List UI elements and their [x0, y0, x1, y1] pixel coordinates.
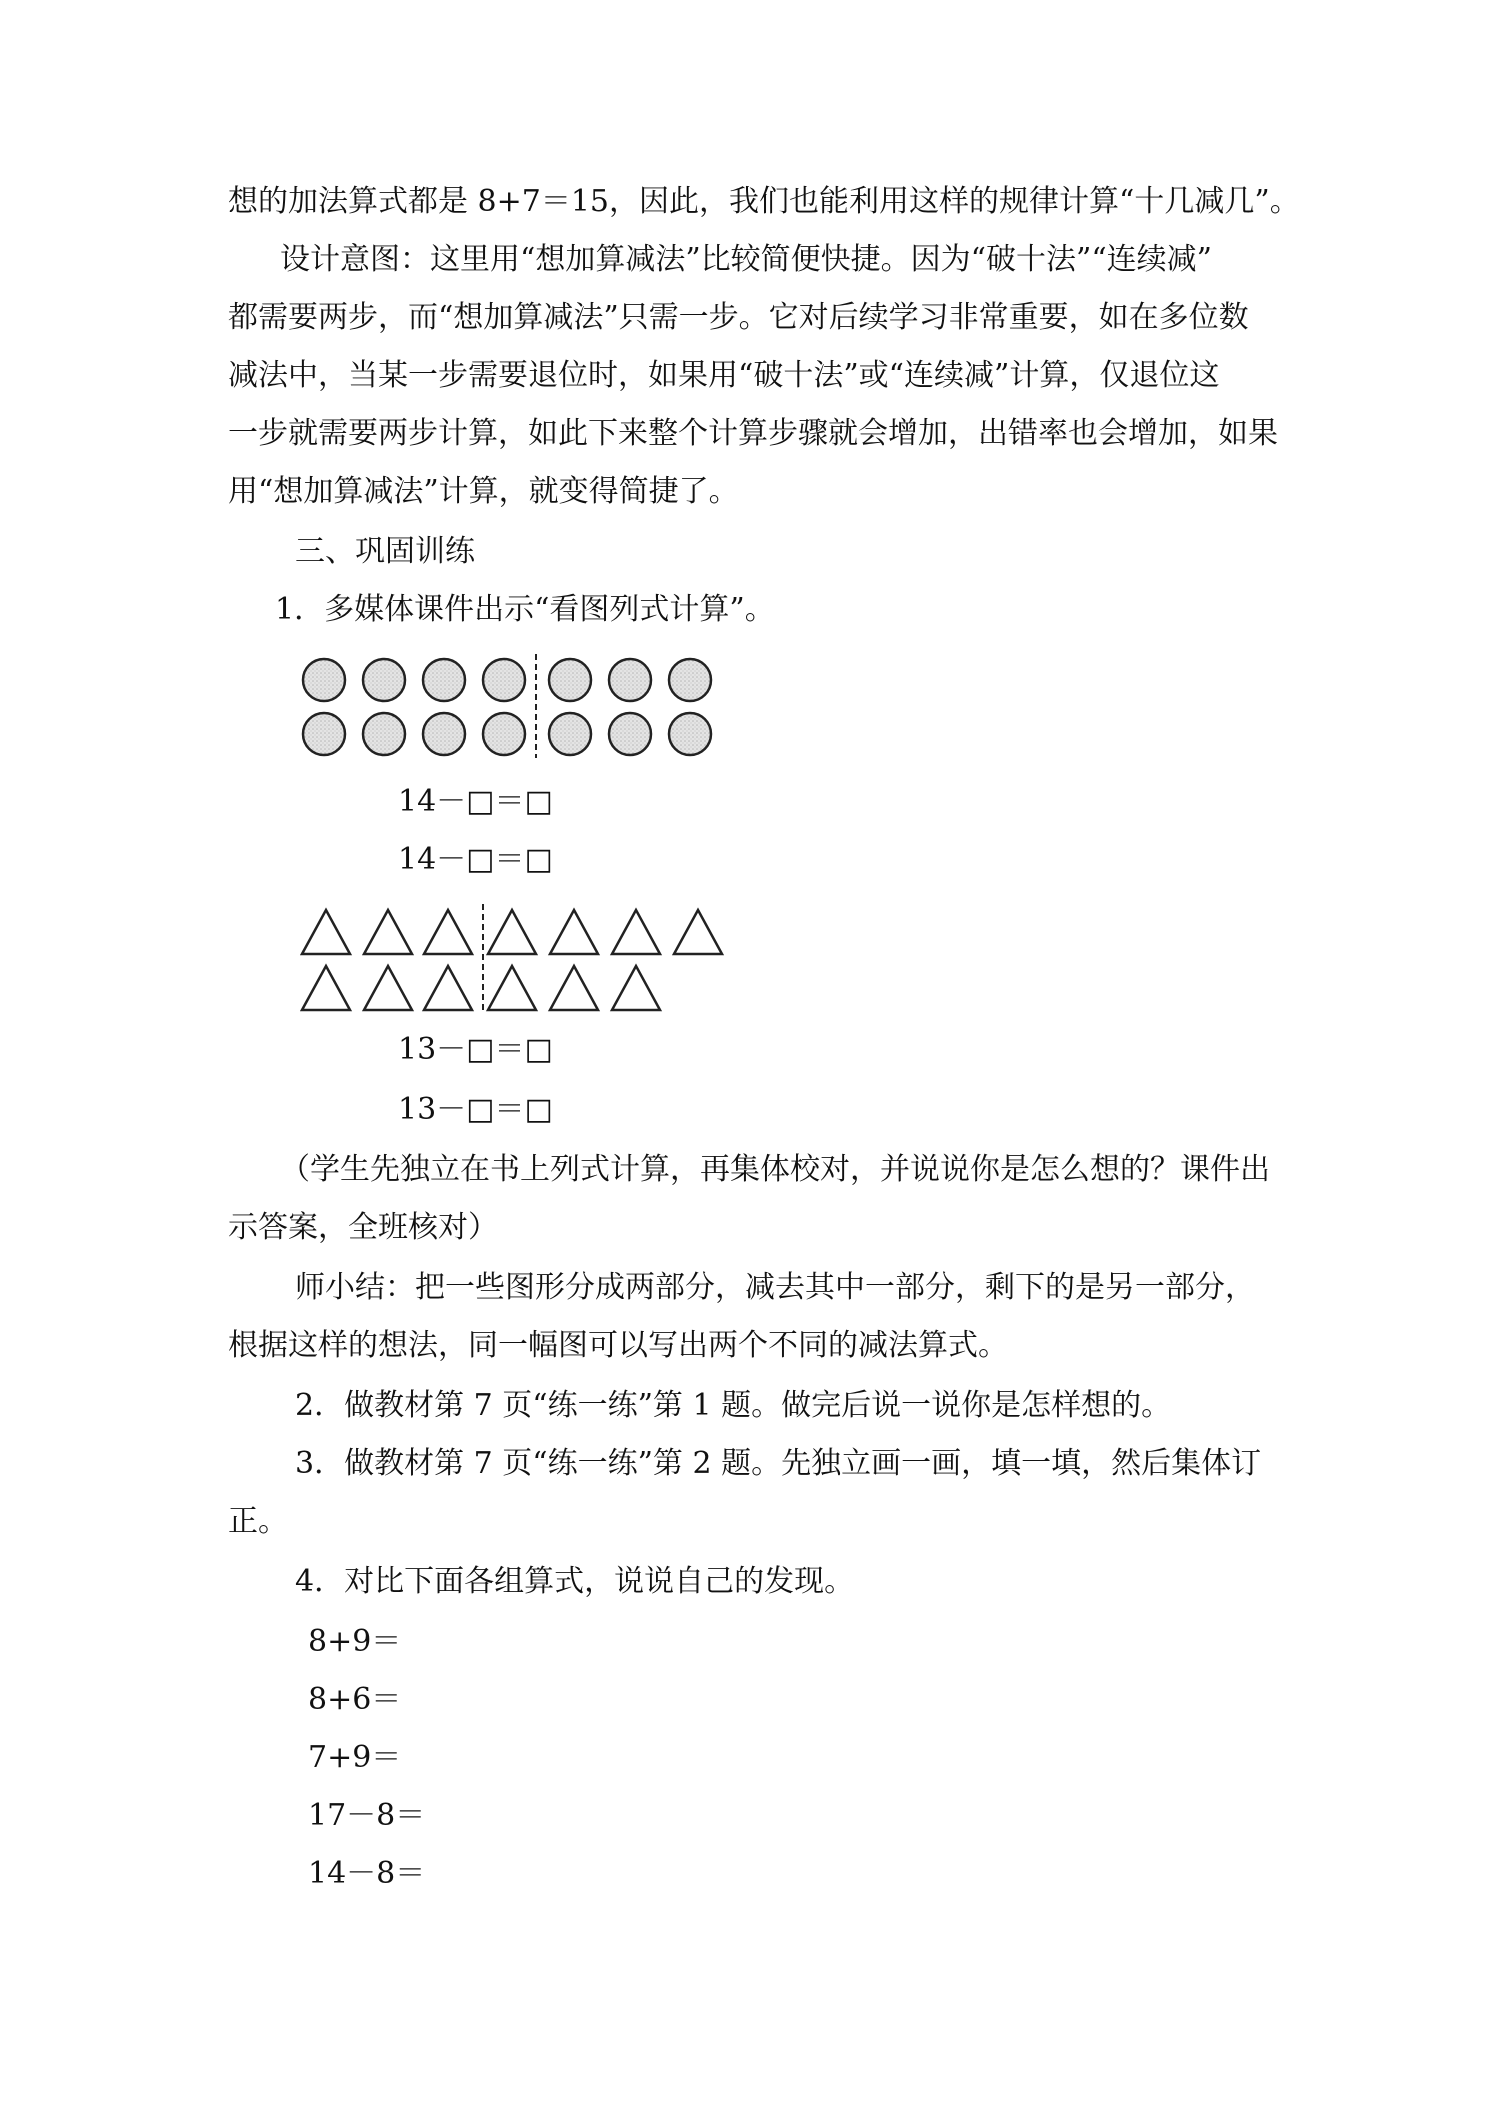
equation: 8+6＝	[308, 1682, 402, 1717]
circle-shape	[609, 713, 651, 755]
equation: 14－□＝□	[398, 842, 553, 877]
equation: 13－□＝□	[398, 1092, 553, 1127]
circle-figure	[300, 652, 720, 762]
exercise-item-2: 2．做教材第 7 页“练一练”第 1 题。做完后说一说你是怎样想的。	[295, 1388, 1172, 1423]
circle-shape	[363, 659, 405, 701]
triangle-shape	[302, 966, 350, 1010]
equation: 14－8＝	[308, 1856, 426, 1891]
circle-shape	[483, 713, 525, 755]
triangle-shape	[424, 966, 472, 1010]
equation: 14－□＝□	[398, 784, 553, 819]
exercise-item-3: 3．做教材第 7 页“练一练”第 2 题。先独立画一画，填一填，然后集体订	[295, 1446, 1262, 1481]
paragraph-line: 减法中，当某一步需要退位时，如果用“破十法”或“连续减”计算，仅退位这	[228, 358, 1220, 393]
equation: 13－□＝□	[398, 1032, 553, 1067]
triangle-shape	[364, 966, 412, 1010]
triangle-shape	[612, 910, 660, 954]
paragraph-line: 设计意图：这里用“想加算减法”比较简便快捷。因为“破十法”“连续减”	[280, 242, 1213, 277]
circle-shape	[303, 713, 345, 755]
paragraph-line: 师小结：把一些图形分成两部分，减去其中一部分，剩下的是另一部分，	[295, 1270, 1255, 1305]
triangle-shape	[424, 910, 472, 954]
paragraph-line: 用“想加算减法”计算，就变得简捷了。	[228, 474, 739, 509]
circle-shape	[303, 659, 345, 701]
circle-shape	[669, 659, 711, 701]
triangle-figure	[300, 902, 740, 1012]
circle-shape	[669, 713, 711, 755]
triangle-shape	[488, 966, 536, 1010]
circle-shape	[483, 659, 525, 701]
exercise-item-1: 1．多媒体课件出示“看图列式计算”。	[275, 592, 775, 627]
equation: 7+9＝	[308, 1740, 402, 1775]
circle-shape	[549, 659, 591, 701]
circle-shape	[609, 659, 651, 701]
equation: 8+9＝	[308, 1624, 402, 1659]
circle-shape	[549, 713, 591, 755]
paragraph-line: 想的加法算式都是 8+7＝15，因此，我们也能利用这样的规律计算“十几减几”。	[228, 184, 1300, 219]
triangle-shape	[364, 910, 412, 954]
triangle-shape	[612, 966, 660, 1010]
triangle-shape	[550, 910, 598, 954]
triangle-shape	[674, 910, 722, 954]
circle-shape	[423, 659, 465, 701]
paragraph-line: 一步就需要两步计算，如此下来整个计算步骤就会增加，出错率也会增加，如果	[228, 416, 1278, 451]
triangle-shape	[550, 966, 598, 1010]
paragraph-line: 示答案，全班核对）	[228, 1210, 498, 1245]
triangle-shape	[488, 910, 536, 954]
paragraph-line: 正。	[228, 1504, 288, 1539]
paragraph-line: 都需要两步，而“想加算减法”只需一步。它对后续学习非常重要，如在多位数	[228, 300, 1249, 335]
circle-shape	[363, 713, 405, 755]
circle-shape	[423, 713, 465, 755]
paragraph-line: 根据这样的想法，同一幅图可以写出两个不同的减法算式。	[228, 1328, 1008, 1363]
paragraph-line: （学生先独立在书上列式计算，再集体校对，并说说你是怎么想的？课件出	[280, 1152, 1270, 1187]
exercise-item-4: 4．对比下面各组算式，说说自己的发现。	[295, 1564, 855, 1599]
triangle-shape	[302, 910, 350, 954]
section-heading: 三、巩固训练	[295, 534, 475, 569]
equation: 17－8＝	[308, 1798, 426, 1833]
